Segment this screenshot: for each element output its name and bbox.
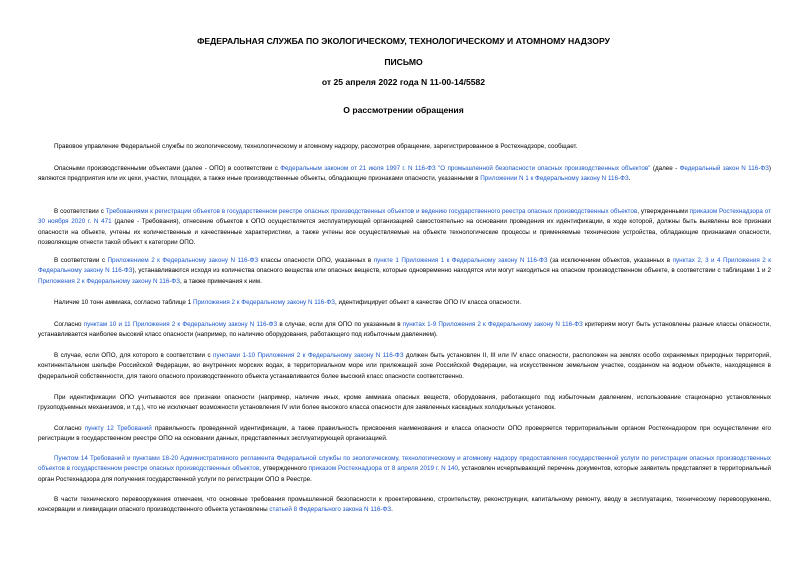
paragraph-identification xyxy=(38,207,771,249)
document-link[interactable]: пунктах 2, 3 и 4 Приложения 2 к Федеральному закону N 116-ФЗ xyxy=(38,257,771,275)
document-link[interactable]: пунктах 1-9 Приложения 2 к Федеральному закону N 116-ФЗ xyxy=(402,321,583,328)
paragraph-text: В соответствии с xyxy=(54,208,106,215)
paragraph-text: классы опасности ОПО, указанных в xyxy=(258,257,374,264)
paragraph-text: ) являются предприятия или их цехи, участки, площадки, а также иные производственные объекты, обладающие признаками опасности, указанными в xyxy=(38,165,772,183)
paragraph-text: ), устанавливаются исходя из количества опасного вещества или опасных веществ, которые одновременно находятся или могут находиться на опасном производственном объекте, в соответствии с таблицами 1 и 2 xyxy=(132,267,771,275)
document-link[interactable]: Приложении N 1 к Федеральному закону N 116-ФЗ xyxy=(480,175,629,183)
paragraph-protected-territories xyxy=(38,351,771,382)
document-link[interactable]: пунктам 10 и 11 Приложения 2 к Федеральному закону N 116-ФЗ xyxy=(83,321,278,328)
document-link[interactable]: приказом Ростехнадзора от 30 ноября 2020 г. N 471 xyxy=(38,208,772,226)
paragraph-text: (далее - Требования), отнесение объектов к ОПО осуществляется эксплуатирующей организацией самостоятельно на основании проведения их идентификации, в ходе которой, должны быть выявлены все признаки опасности на объекте, учтены их количественные и качественные характеристики, а также учтены все осуществляемые на объекте технологические процессы и применяемые технические устройства, обладающие признаками опасности, позволяющие отнести такой объект к категории ОПО. xyxy=(38,218,771,247)
document-link[interactable]: Приложением 2 к Федеральному закону N 116-ФЗ xyxy=(107,257,259,264)
paragraph-text: Согласно xyxy=(54,321,84,328)
paragraph-text: в случае, если для ОПО по указанным в xyxy=(277,321,403,328)
document-date-number: от 25 апреля 2022 года N 11-00-14/5582 xyxy=(321,77,486,87)
paragraph-text: В части технического перевооружения отмечаем, что основные требования промышленной безопасности к проектированию, строительству, реконструкции, капитальному ремонту, вводу в эксплуатацию, техническому перевооружению, консервации и ликвидации опасного производственного объекта установлены xyxy=(38,496,771,514)
document-link[interactable]: Приложения 2 к Федеральному закону N 116-ФЗ xyxy=(38,277,181,285)
paragraph-text: При идентификации ОПО учитываются все признаки опасности (например, наличие иных, кроме аммиака опасных веществ, оборудования, работающего под избыточным давлением, использование стационарно установленных грузоподъемных механизмов, и т.д.), что не исключает возможности установления IV или более высокого класса опасности для заявленных каскадных холодильных установок. xyxy=(38,394,771,412)
paragraph-text: , идентифицирует объект в качестве ОПО IV класса опасности. xyxy=(334,299,521,306)
agency-heading: ФЕДЕРАЛЬНАЯ СЛУЖБА ПО ЭКОЛОГИЧЕСКОМУ, ТЕХНОЛОГИЧЕСКОМУ И АТОМНОМУ НАДЗОРУ xyxy=(197,36,610,46)
document-link[interactable]: пункту 12 Требований xyxy=(84,425,152,432)
paragraph-text: Опасными производственными объектами (далее - ОПО) в соответствии с xyxy=(54,165,281,172)
paragraph-text: . xyxy=(391,506,393,514)
document-link[interactable]: Федеральным законом от 21 июля 1997 г. N 116-ФЗ "О промышленной безопасности опасных производственных объектов" xyxy=(280,165,651,172)
document-link[interactable]: Требованиями к регистрации объектов в государственном реестре опасных производственных объектов и ведению государственного реестра опасных производственных объектов xyxy=(105,208,638,215)
document-link[interactable]: Пунктом 14 Требований и пунктами 18-20 Административного регламента Федеральной службы по экологическому, технологическому и атомному надзору предоставления государственной услуги по регистрации опасных производственных объектов в государственном реестре опасных производственных объектов xyxy=(38,455,771,473)
document-link[interactable]: приказом Ростехнадзора от 8 апреля 2019 г. N 140 xyxy=(308,465,459,473)
paragraph-text: должен быть установлен II, III или IV класс опасности, расположен на землях особо охраняемых природных территорий, континентальном шельфе Российской Федерации, во внутренних морских водах, в территориальном море или прилежащей зоне Российской Федерации, на искусственном земельном участке, созданном на водном объекте, находящемся в федеральной собственности, для такого опасного производственного объекта устанавливается более высокий класс опасности соответственно. xyxy=(38,352,772,380)
document-link[interactable]: пунктами 1-10 Приложения 2 к Федеральному закону N 116-ФЗ xyxy=(213,352,404,359)
paragraph-text: критериям могут быть установлены разные классы опасности, устанавливается наиболее высокий класс опасности (например, по наличию оборудования, работающего под избыточным давлением). xyxy=(38,321,771,339)
document-link[interactable]: Приложения 2 к Федеральному закону N 116-ФЗ xyxy=(192,299,335,306)
paragraph-text: Наличие 10 тонн аммиака, согласно таблице 1 xyxy=(54,299,193,306)
paragraph-intro xyxy=(38,142,771,152)
paragraph-text: , а также примечания к ним. xyxy=(180,277,262,285)
paragraph-text: В случае, если ОПО, для которого в соответствии с xyxy=(54,352,214,359)
paragraph-technical-reequipment xyxy=(38,495,771,516)
document-link[interactable]: статьей 8 Федерального закона N 116-ФЗ xyxy=(269,506,392,514)
document-type: ПИСЬМО xyxy=(384,57,423,67)
paragraph-opo-definition xyxy=(38,164,771,185)
paragraph-text: , установлен исчерпывающий перечень документов, которые заявитель представляет в территориальный орган Ростехнадзора для получения государственной услуги по регистрации ОПО в Реестре. xyxy=(38,465,771,483)
document-link[interactable]: пункте 1 Приложения 1 к Федеральному закону N 116-ФЗ xyxy=(373,257,548,264)
paragraph-text: , утвержденными xyxy=(637,208,690,215)
document-subject: О рассмотрении обращения xyxy=(343,105,464,115)
paragraph-text: . xyxy=(628,175,631,183)
paragraph-highest-class xyxy=(38,320,771,341)
paragraph-text: (далее - xyxy=(650,165,680,172)
paragraph-text: (за исключением объектов, указанных в xyxy=(547,257,673,264)
paragraph-hazard-features xyxy=(38,393,771,414)
paragraph-text: Согласно xyxy=(54,425,85,432)
paragraph-text: Правовое управление Федеральной службы по экологическому, технологическому и атомному надзору, рассмотрев обращение, зарегистрированное в Ростехнадзоре, сообщает. xyxy=(54,143,578,150)
paragraph-documents-list xyxy=(38,454,771,485)
paragraph-ammonia xyxy=(38,298,771,308)
paragraph-registration-check xyxy=(38,424,771,445)
paragraph-hazard-classes xyxy=(38,256,771,287)
paragraph-text: , утвержденного xyxy=(259,465,309,473)
document-link[interactable]: Федеральный закон N 116-ФЗ xyxy=(679,165,769,172)
paragraph-text: правильность проведенной идентификации, а также правильность присвоения наименования и класса опасности ОПО проверяется территориальным органом Ростехнадзором при осуществлении его регистрации в государственном реестре ОПО на основании данных, представленных эксплуатирующей организацией. xyxy=(38,425,771,443)
paragraph-text: В соответствии с xyxy=(54,257,108,264)
